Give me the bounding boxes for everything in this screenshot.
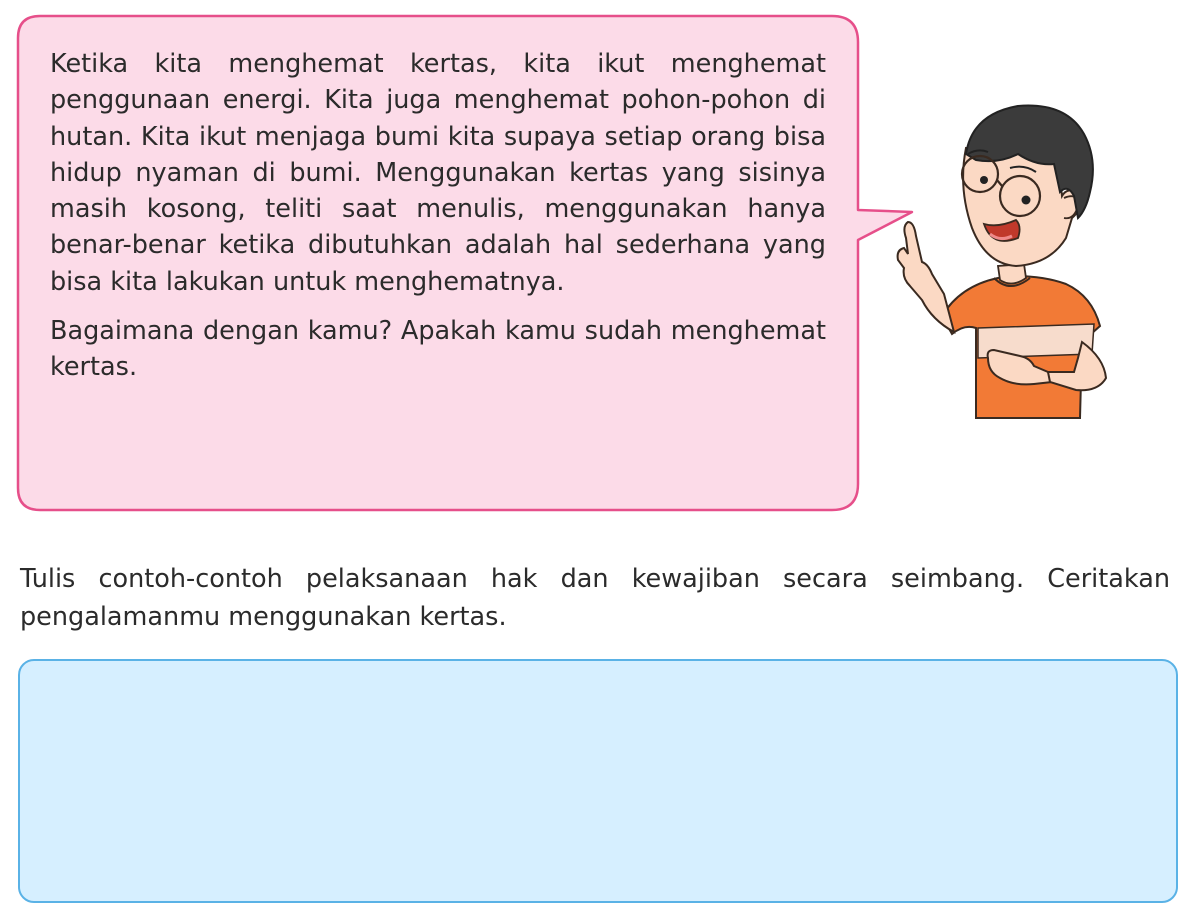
speech-bubble-text bbox=[50, 46, 826, 386]
bubble-paragraph-1: Ketika kita menghemat kertas, kita ikut menghemat penggunaan energi. Kita juga menghemat pohon-pohon di hutan. Kita ikut menjaga bumi kita supaya setiap orang bisa hidup nyaman di bumi. Menggunakan kertas yang sisinya masih kosong, teliti saat menulis, menggunakan hanya benar-benar ketika dibutuhkan adalah hal sederhana yang bisa kita lakukan untuk menghematnya. bbox=[50, 49, 826, 297]
bubble-paragraph-2: Bagaimana dengan kamu? Apakah kamu sudah menghemat kertas. bbox=[50, 316, 826, 383]
boy-illustration bbox=[868, 88, 1138, 423]
answer-box[interactable] bbox=[18, 659, 1178, 903]
instruction-text: Tulis contoh-contoh pelaksanaan hak dan kewajiban secara seimbang. Ceritakan pengalamanmu menggunakan kertas. bbox=[20, 564, 1170, 632]
